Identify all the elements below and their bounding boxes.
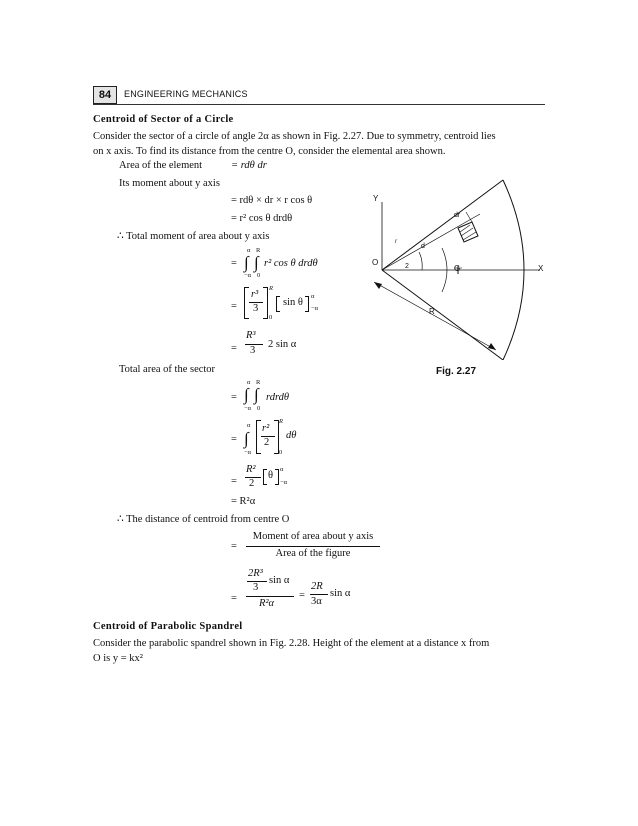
moment-eq-1: = rdθ × dr × r cos θ	[231, 195, 313, 206]
label-r-dimension: R	[429, 307, 435, 316]
limit-upper: R	[256, 247, 261, 254]
fraction-bar	[246, 596, 294, 597]
fraction-denominator: 3	[253, 303, 259, 314]
fraction-denominator: 2	[249, 478, 255, 489]
fraction-numerator: 2R	[311, 581, 323, 592]
fraction-denominator: 3	[253, 582, 259, 593]
limit-lower: −α	[244, 272, 252, 279]
limit-lower: 0	[257, 405, 261, 412]
sector-edge-lower	[382, 270, 503, 360]
radius-dimension	[374, 282, 496, 350]
eq-sign: =	[299, 590, 305, 601]
fraction-bar	[310, 594, 328, 595]
eq-sign: =	[231, 258, 237, 269]
area-element-value: = rdθ dr	[231, 160, 267, 171]
angle-arc-theta	[419, 252, 422, 270]
limit-lower: 0	[257, 272, 261, 279]
fraction-numerator: r²	[262, 423, 270, 434]
fraction-numerator: R²	[246, 464, 256, 475]
intro-line-1: Consider the sector of a circle of angle 2α as shown in Fig. 2.27. Due to symmetry, centroid lies	[93, 131, 496, 142]
limit-upper: α	[247, 422, 251, 429]
eq-sign: =	[231, 434, 237, 445]
fraction-numerator: R³	[246, 330, 256, 341]
limit-upper: R	[269, 285, 273, 292]
bracket-right	[263, 287, 268, 319]
bracket-left	[256, 420, 261, 454]
total-moment-label: ∴ Total moment of area about y axis	[117, 231, 270, 242]
eq-sign: =	[231, 392, 237, 403]
limit-lower: −α	[244, 449, 252, 456]
section-title-spandrel: Centroid of Parabolic Spandrel	[93, 621, 243, 632]
limit-upper: R	[279, 418, 283, 425]
integral-sign: ∫	[244, 385, 249, 404]
limit-upper: α	[280, 466, 284, 473]
limit-lower: −α	[311, 305, 319, 312]
label-dr: dr	[454, 212, 461, 219]
bracket-left	[276, 296, 280, 312]
limit-upper: R	[256, 379, 261, 386]
spandrel-line-1: Consider the parabolic spandrel shown in Fig. 2.28. Height of the element at a distance x from	[93, 638, 490, 649]
distance-label: ∴ The distance of centroid from centre O	[117, 514, 290, 525]
spandrel-line-2: O is y = kx²	[93, 653, 143, 664]
label-two: 2	[405, 263, 409, 270]
integrand: rdrdθ	[266, 392, 290, 403]
eq-sign: =	[231, 541, 237, 552]
label-y: Y	[373, 194, 379, 203]
limit-upper: α	[311, 293, 315, 300]
figure-caption: Fig. 2.27	[436, 366, 477, 377]
integral-sign: ∫	[244, 429, 249, 448]
total-area-result: = R²α	[231, 496, 256, 507]
fraction-numerator: Moment of area about y axis	[252, 531, 374, 542]
fraction-bar	[246, 546, 380, 547]
integral-sign: ∫	[254, 385, 259, 404]
limit-upper: α	[247, 379, 251, 386]
integrand: r² cos θ drdθ	[264, 258, 318, 269]
header-rule	[93, 104, 545, 105]
label-g: G	[454, 264, 461, 273]
moment-eq-2: = r² cos θ drdθ	[231, 213, 293, 224]
limit-upper: α	[247, 247, 251, 254]
section-title-sector: Centroid of Sector of a Circle	[93, 114, 234, 125]
sin-alpha: sin α	[330, 588, 351, 599]
limit-lower: −α	[280, 479, 288, 486]
page-number: 84	[93, 86, 117, 104]
integral-sign: ∫	[244, 253, 249, 272]
running-title: ENGINEERING MECHANICS	[124, 89, 248, 99]
eq-sign: =	[231, 476, 237, 487]
bracket-right	[305, 296, 309, 312]
integral-sign: ∫	[254, 253, 259, 272]
theta: θ	[268, 470, 274, 481]
eq-sign: =	[231, 593, 237, 604]
label-x: X	[538, 264, 544, 273]
bracket-left	[263, 469, 267, 485]
limit-lower: 0	[269, 314, 273, 321]
fraction-denominator: 2	[264, 437, 270, 448]
intro-line-2: on x axis. To find its distance from the centre O, consider the elemental area shown.	[93, 146, 446, 157]
fraction-denominator: 3	[250, 345, 256, 356]
total-area-label: Total area of the sector	[119, 364, 216, 375]
sin-alpha: sin α	[269, 575, 290, 586]
eq-sign: =	[231, 301, 237, 312]
fraction-denominator: Area of the figure	[275, 548, 351, 559]
fraction-denominator: R²α	[259, 598, 275, 609]
eq-sign: =	[231, 343, 237, 354]
moment-label: Its moment about y axis	[119, 178, 220, 189]
two-sin-alpha: 2 sin α	[268, 339, 297, 350]
bracket-right	[275, 469, 279, 485]
label-small-r: r	[395, 239, 397, 245]
sin-theta: sin θ	[283, 297, 303, 308]
limit-lower: 0	[279, 449, 283, 456]
label-o: O	[372, 258, 379, 267]
sector-edge-upper	[382, 180, 503, 270]
fraction-numerator: r³	[251, 289, 259, 300]
fraction-denominator: 3α	[311, 596, 322, 607]
label-d: d	[421, 243, 425, 250]
area-element-label: Area of the element	[119, 160, 203, 171]
fraction-numerator: 2R³	[248, 568, 263, 579]
dtheta: dθ	[286, 430, 297, 441]
limit-lower: −α	[244, 405, 252, 412]
bracket-left	[244, 287, 249, 319]
